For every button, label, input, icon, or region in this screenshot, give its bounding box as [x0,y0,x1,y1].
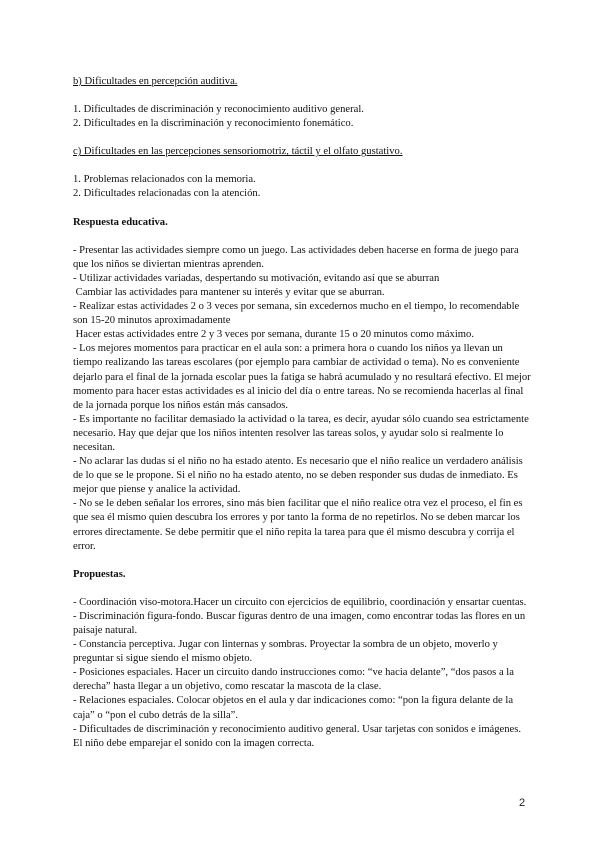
paragraph: - No se le deben señalar los errores, sino más bien facilitar que el niño realice otra vez el proceso, el fin es que sea él mismo quien descubra los errores y por tanto la forma de no repetirlos. No se deben marcar los errores directamente. Se debe permitir que el niño repita la tarea para que él mismo descubra y corrija el error. [73,498,523,552]
paragraph: Hacer estas actividades entre 2 y 3 veces por semana, durante 15 o 20 minutos como máximo. [73,329,474,341]
list-item: 2. Dificultades relacionadas con la atención. [73,188,261,200]
list-item: 1. Problemas relacionados con la memoria. [73,174,256,186]
paragraph: - Los mejores momentos para practicar en el aula son: a primera hora o cuando los niños ya llevan un tiempo realizando las tareas escolares (por ejemplo para cambiar de actividad o tema). No es conveniente dejarlo para el final de la jornada escolar pues la fatiga se habrá acumulado y no resultará efectivo. El mejor momento para hacer estas actividades es al inicio del día o entre tareas. No se recomienda hacerlas al final de la jornada porque los niños están más cansados. [73,343,531,411]
paragraph: - Coordinación viso-motora.Hacer un circuito con ejercicios de equilibrio, coordinación y ensartar cuentas. [73,596,527,608]
paragraph: Cambiar las actividades para mantener su interés y evitar que se aburran. [73,286,385,298]
spacer [73,554,533,568]
spacer [73,582,533,596]
paragraph: - Presentar las actividades siempre como un juego. Las actividades deben hacerse en forma de juego para que los niños se diviertan mientras aprenden. [73,244,519,270]
section-heading-respuesta: Respuesta educativa. [73,216,168,228]
paragraph: - Discriminación figura-fondo. Buscar figuras dentro de una imagen, como encontrar todas las flores en un paisaje natural. [73,610,526,636]
section-heading-sensoriomotriz: c) Dificultades en las percepciones sensoriomotriz, táctil y el olfato gustativo. [73,146,403,158]
list-item: 2. Dificultades en la discriminación y reconocimiento fonemático. [73,118,354,130]
paragraph: - Utilizar actividades variadas, despertando su motivación, evitando así que se aburran [73,272,440,284]
paragraph: - Posiciones espaciales. Hacer un circuito dando instrucciones como: “ve hacia delante”, “dos pasos a la derecha” hasta llegar a un objetivo, como rescatar la mascota de la clase. [73,667,514,693]
spacer [73,202,533,216]
list-item: 1. Dificultades de discriminación y reconocimiento auditivo general. [73,104,364,116]
page-number: 2 [519,797,526,809]
section-heading-propuestas: Propuestas. [73,568,126,580]
spacer [73,159,533,173]
spacer [73,89,533,103]
page-content [73,75,533,751]
spacer [73,230,533,244]
spacer [73,131,533,145]
paragraph: - Relaciones espaciales. Colocar objetos en el aula y dar indicaciones como: “pon la figura delante de la caja” o “pon el cubo detrás de la silla”. [73,695,514,721]
paragraph: - No aclarar las dudas si el niño no ha estado atento. Es necesario que el niño realice un verdadero análisis de lo que se le propone. Si el niño no ha estado atento, no se deben responder sus dudas de inmediato. Es mejor que piense y analice la actividad. [73,456,523,496]
section-heading-auditiva: b) Dificultades en percepción auditiva. [73,76,238,87]
paragraph: - Es importante no facilitar demasiado la actividad o la tarea, es decir, ayudar sólo cuando sea estrictamente necesario. Hay que dejar que los niños intenten resolver las tareas solos, y ayudar solo si realmente lo necesitan. [73,413,529,453]
paragraph: - Constancia perceptiva. Jugar con linternas y sombras. Proyectar la sombra de un objeto, moverlo y preguntar si sigue siendo el mismo objeto. [73,639,498,665]
paragraph: - Dificultades de discriminación y reconocimiento auditivo general. Usar tarjetas con sonidos e imágenes. El niño debe emparejar el sonido con la imagen correcta. [73,723,522,749]
paragraph: - Realizar estas actividades 2 o 3 veces por semana, sin excedernos mucho en el tiempo, lo recomendable son 15-20 minutos aproximadamente [73,301,520,327]
